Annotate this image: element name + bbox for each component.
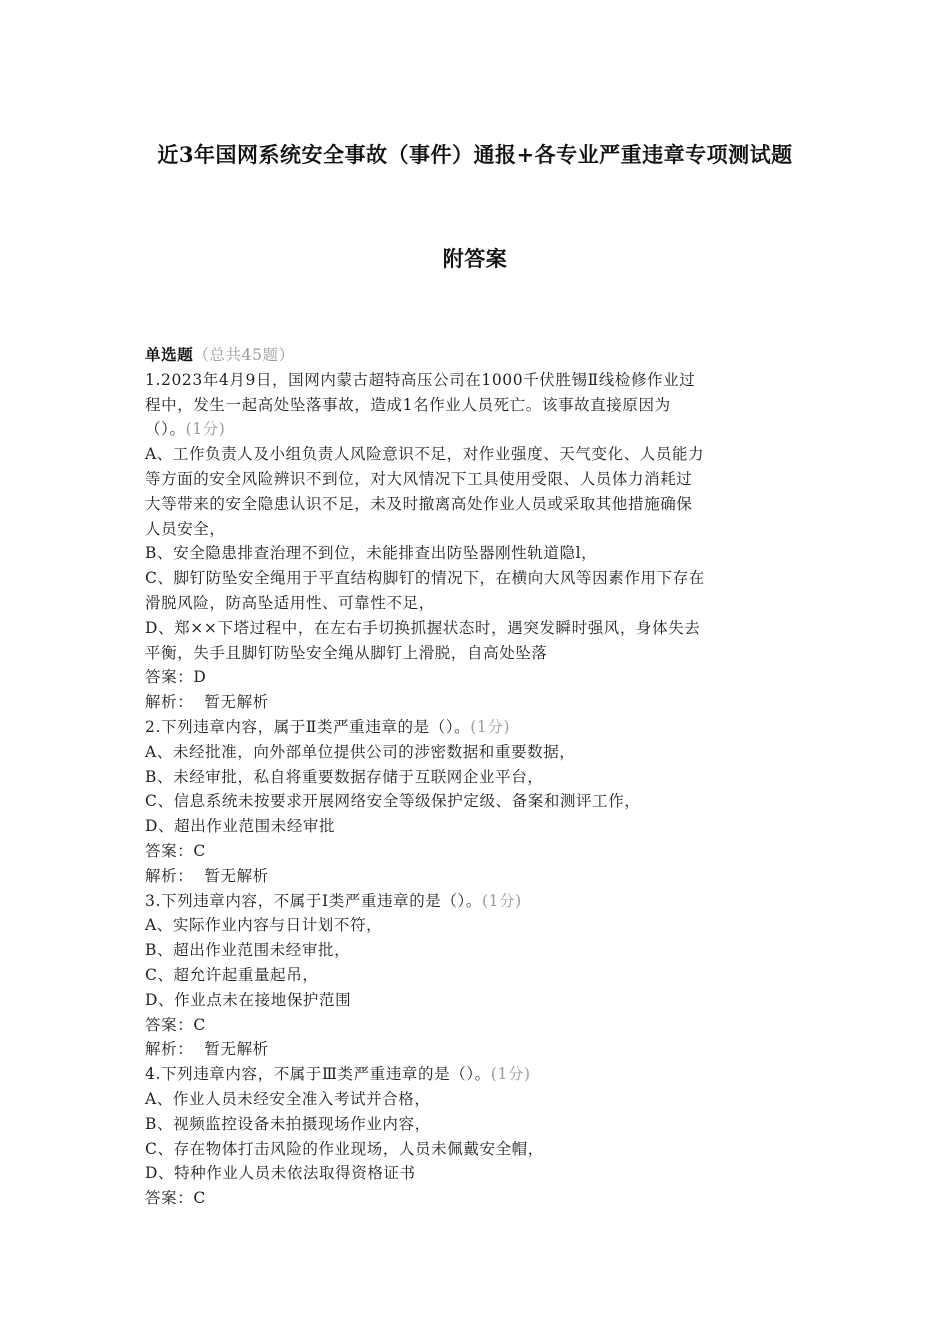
question-stem-line [145,393,810,418]
question-stem-line [145,417,810,442]
analysis-label: 解析： [145,693,194,712]
answer-label: 答案： [145,841,194,860]
question-stem-line [145,368,810,393]
option-line: C、脚钉防坠安全绳用于平直结构脚钉的情况下，在横向大风等因素作用下存在 [145,569,705,588]
option-line: C、超允许起重量起吊， [145,965,319,984]
question-stem-line [145,1062,810,1087]
question-item [145,889,810,1063]
option-line: B、超出作业范围未经审批， [145,941,351,960]
option-line: A、实际作业内容与日计划不符， [145,916,383,935]
option-line: 等方面的安全风险辨识不到位，对大风情况下工具使用受限、人员体力消耗过 [145,469,693,488]
analysis-line [145,1037,810,1062]
option-line: 滑脱风险，防高坠适用性、可靠性不足， [145,593,435,612]
question-stem-line [145,715,810,740]
analysis-value: 暂无解析 [204,866,269,885]
option-line: D、特种作业人员未依法取得资格证书 [145,1164,416,1183]
section-heading [145,343,810,368]
option-line: B、视频监控设备未拍摄现场作业内容， [145,1114,431,1133]
answer-value: D [193,668,207,687]
answer-line [145,665,810,690]
question-item [145,368,810,715]
question-stem-text: 程中，发生一起高处坠落事故，造成1名作业人员死亡。该事故直接原因为 [145,395,671,414]
answer-value: C [193,1015,206,1034]
answer-value: C [193,1189,206,1208]
answer-line [145,1186,810,1211]
analysis-spacer [193,693,204,711]
questions-container [145,368,810,1211]
option-line: C、存在物体打击风险的作业现场，人员未佩戴安全帽， [145,1139,544,1158]
document-subtitle: 附答案 [442,246,508,271]
analysis-line [145,864,810,889]
question-stem-text: （）。 [145,420,186,439]
option-line: B、安全隐患排查治理不到位，未能排查出防坠器刚性轨道隐l， [145,544,598,563]
question-stem-text: 2.下列违章内容，属于Ⅱ类严重违章的是（）。 [145,717,471,736]
analysis-value: 暂无解析 [204,693,269,712]
question-score: (1分) [185,420,226,439]
option-line: D、超出作业范围未经审批 [145,817,336,836]
answer-line [145,839,810,864]
question-stem-line [145,889,810,914]
question-score: (1分) [490,1065,531,1084]
document-title: 近3年国网系统安全事故（事件）通报+各专业严重违章专项测试题 [157,142,793,167]
question-stem-text: 3.下列违章内容，不属于Ⅰ类严重违章的是（）。 [145,891,482,910]
option-line: A、工作负责人及小组负责人风险意识不足，对作业强度、天气变化、人员能力 [145,445,705,464]
question-score: (1分) [470,717,511,736]
option-line: A、作业人员未经安全准入考试并合格， [145,1089,431,1108]
option-line: A、未经批准，向外部单位提供公司的涉密数据和重要数据， [145,742,576,761]
analysis-label: 解析： [145,866,194,885]
answer-label: 答案： [145,668,194,687]
analysis-spacer [193,867,204,885]
answer-label: 答案： [145,1015,194,1034]
question-list [145,343,810,1211]
answer-value: C [193,841,206,860]
question-item [145,715,810,889]
option-line: D、作业点未在接地保护范围 [145,990,352,1009]
question-item [145,1062,810,1211]
answer-label: 答案： [145,1189,194,1208]
answer-line [145,1013,810,1038]
option-line: B、未经审批，私自将重要数据存储于互联网企业平台， [145,767,544,786]
analysis-label: 解析： [145,1040,194,1059]
option-line: 大等带来的安全隐患认识不足，未及时撤离高处作业人员或采取其他措施确保 [145,494,693,513]
question-score: (1分) [481,891,522,910]
section-label: 单选题 [145,345,194,364]
option-line: D、郑××下塔过程中，在左右手切换抓握状态时，遇突发瞬时强风，身体失去 [145,618,701,637]
analysis-spacer [193,1040,204,1058]
option-line: 人员安全， [145,519,226,538]
section-count: （总共45题） [193,346,295,364]
question-stem-text: 1.2023年4月9日，国网内蒙古超特高压公司在1000千伏胜锡Ⅱ线检修作业过 [145,370,696,389]
analysis-line [145,690,810,715]
option-line: 平衡，失手且脚钉防坠安全绳从脚钉上滑脱，自高处坠落 [145,643,548,662]
option-line: C、信息系统未按要求开展网络安全等级保护定级、备案和测评工作， [145,792,641,811]
question-stem-text: 4.下列违章内容，不属于Ⅲ类严重违章的是（）。 [145,1065,491,1084]
analysis-value: 暂无解析 [204,1040,269,1059]
